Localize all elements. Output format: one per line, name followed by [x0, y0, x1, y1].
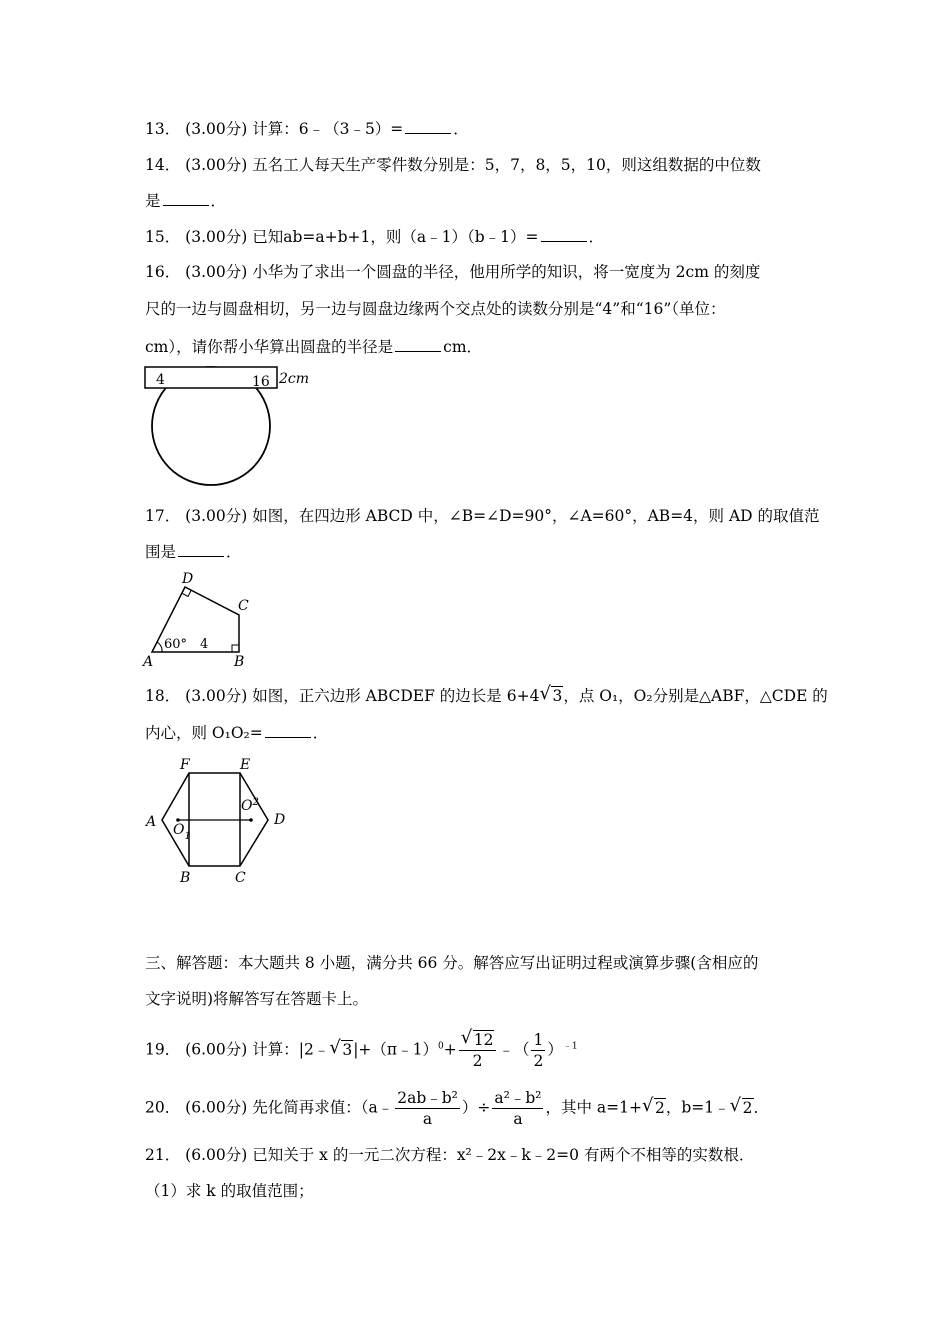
question-text: 已知ab=a+b+1，则（a﹣1）（b﹣1）=: [252, 228, 539, 246]
question-score: (3.00分): [185, 263, 248, 281]
fraction: $\frac{1}{2}$: [533, 1031, 544, 1070]
question-number: 19．: [145, 1040, 181, 1059]
question-13: 13． (3.00分) 计算：6﹣（3﹣5）= ．: [145, 120, 469, 138]
answer-blank[interactable]: [178, 542, 224, 557]
ruler-label-4: 4: [156, 372, 165, 388]
sqrt: √ 3: [539, 686, 563, 706]
question-14-cont: 是 ．: [145, 192, 227, 210]
question-16-cont: 尺的一边与圆盘相切，另一边与圆盘边缘两个交点处的读数分别是“4”和“16”（单位：: [145, 300, 726, 318]
label-o2: $O^2$: [241, 797, 259, 814]
question-text: 五名工人每天生产零件数分别是：5，7，8，5，10，则这组数据的中位数: [252, 156, 761, 174]
section-3-heading-cont: 文字说明)将解答写在答题卡上。: [145, 990, 369, 1008]
vertex-d: D: [274, 812, 286, 828]
question-number: 17．: [145, 507, 181, 525]
question-text: 如图，正六边形 ABCDEF 的边长是 6+4: [252, 687, 540, 705]
vertex-f: F: [180, 757, 190, 773]
figure-16-circle-ruler: [140, 362, 320, 492]
question-text: 计算：6﹣（3﹣5）=: [252, 120, 404, 138]
question-21: [145, 1145, 754, 1165]
question-number: 13．: [145, 120, 181, 138]
vertex-e: E: [240, 757, 251, 773]
question-text: 已知关于 x 的一元二次方程：x²﹣2x﹣k﹣2=0 有两个不相等的实数根．: [252, 1146, 755, 1164]
question-text: 如图，在四边形 ABCD 中，∠B=∠D=90°，∠A=60°，AB=4，则 AD 的取值范: [252, 507, 820, 525]
question-16: [145, 262, 760, 282]
section-3-heading: 三、解答题：本大题共 8 小题，满分共 66 分。解答应写出证明过程或演算步骤(含相应的: [145, 954, 759, 972]
figure-17-quadrilateral: [140, 568, 270, 673]
question-score: (3.00分): [185, 507, 248, 525]
question-20: 20． (6.00分) 先化简再求值：（a﹣ $\frac{\text{2ab﹣b²}}{a}$ ）÷ $\frac{\text{a²﹣b²}}{a}$ ，其中 a=1+√ 2，b=1﹣√ 2．: [145, 1088, 769, 1129]
answer-blank[interactable]: [405, 119, 451, 134]
side-label: 4: [200, 637, 209, 652]
question-text: 计算：: [252, 1040, 299, 1059]
question-21-sub1: （1）求 k 的取值范围；: [145, 1182, 314, 1200]
question-18: 18． (3.00分) 如图，正六边形 ABCDEF 的边长是 6+4√ 3，点 O₁，O₂分别是△ABF，△CDE 的: [145, 686, 828, 706]
vertex-d: D: [182, 571, 194, 587]
question-score: (6.00分): [185, 1146, 248, 1164]
question-score: (3.00分): [185, 228, 248, 246]
question-number: 18．: [145, 687, 181, 705]
vertex-a: A: [143, 654, 154, 670]
vertex-b: B: [234, 654, 245, 670]
question-text: 小华为了求出一个圆盘的半径，他用所学的知识，将一宽度为 2cm 的刻度: [252, 263, 761, 281]
question-number: 20．: [145, 1098, 181, 1117]
figure-18-hexagon: [140, 752, 300, 892]
question-score: (3.00分): [185, 687, 248, 705]
sqrt: √ 2: [730, 1092, 754, 1124]
vertex-b: B: [180, 870, 191, 886]
question-score: (3.00分): [185, 156, 248, 174]
answer-blank[interactable]: [265, 723, 311, 738]
answer-blank[interactable]: [163, 191, 209, 206]
sqrt: √ 2: [642, 1092, 666, 1124]
ruler-width-label: 2cm: [279, 371, 310, 387]
question-16-cont2: cm），请你帮小华算出圆盘的半径是 cm．: [145, 338, 483, 356]
answer-blank[interactable]: [541, 227, 587, 242]
question-number: 21．: [145, 1146, 181, 1164]
label-o1: $O_1$: [173, 822, 191, 842]
sqrt: √ 3: [329, 1034, 353, 1066]
question-17: [145, 506, 820, 526]
question-score: (6.00分): [185, 1040, 248, 1059]
question-text: 先化简再求值：（a﹣: [252, 1098, 394, 1117]
point-o2: [249, 818, 253, 822]
vertex-c: C: [235, 870, 246, 886]
fraction: √ $\frac{12}{2}$: [459, 1030, 497, 1071]
answer-blank[interactable]: [395, 337, 441, 352]
vertex-a: A: [146, 814, 157, 830]
ruler-label-16: 16: [252, 374, 270, 390]
right-angle-b: [232, 645, 239, 652]
question-17-cont: 围是 ．: [145, 543, 242, 561]
question-score: (6.00分): [185, 1098, 248, 1117]
fraction: $\frac{\text{2ab﹣b²}}{a}$: [397, 1089, 458, 1128]
vertex-c: C: [238, 598, 249, 614]
question-14: [145, 155, 761, 175]
question-score: (3.00分): [185, 120, 248, 138]
fraction: $\frac{\text{a²﹣b²}}{a}$: [494, 1089, 542, 1128]
question-18-cont: 内心，则 O₁O₂= ．: [145, 724, 329, 742]
question-number: 14．: [145, 156, 181, 174]
question-number: 15．: [145, 228, 181, 246]
question-number: 16．: [145, 263, 181, 281]
angle-label: 60°: [164, 637, 188, 652]
question-15: 15． (3.00分) 已知ab=a+b+1，则（a﹣1）（b﹣1）= ．: [145, 228, 605, 246]
question-19: 19． (6.00分) 计算：|2﹣√ 3|+（π﹣1）$^0$+ √ $\frac{12}{2}$ ﹣（ $\frac{1}{2}$ ）$^{﹣1}$: [145, 1030, 578, 1071]
